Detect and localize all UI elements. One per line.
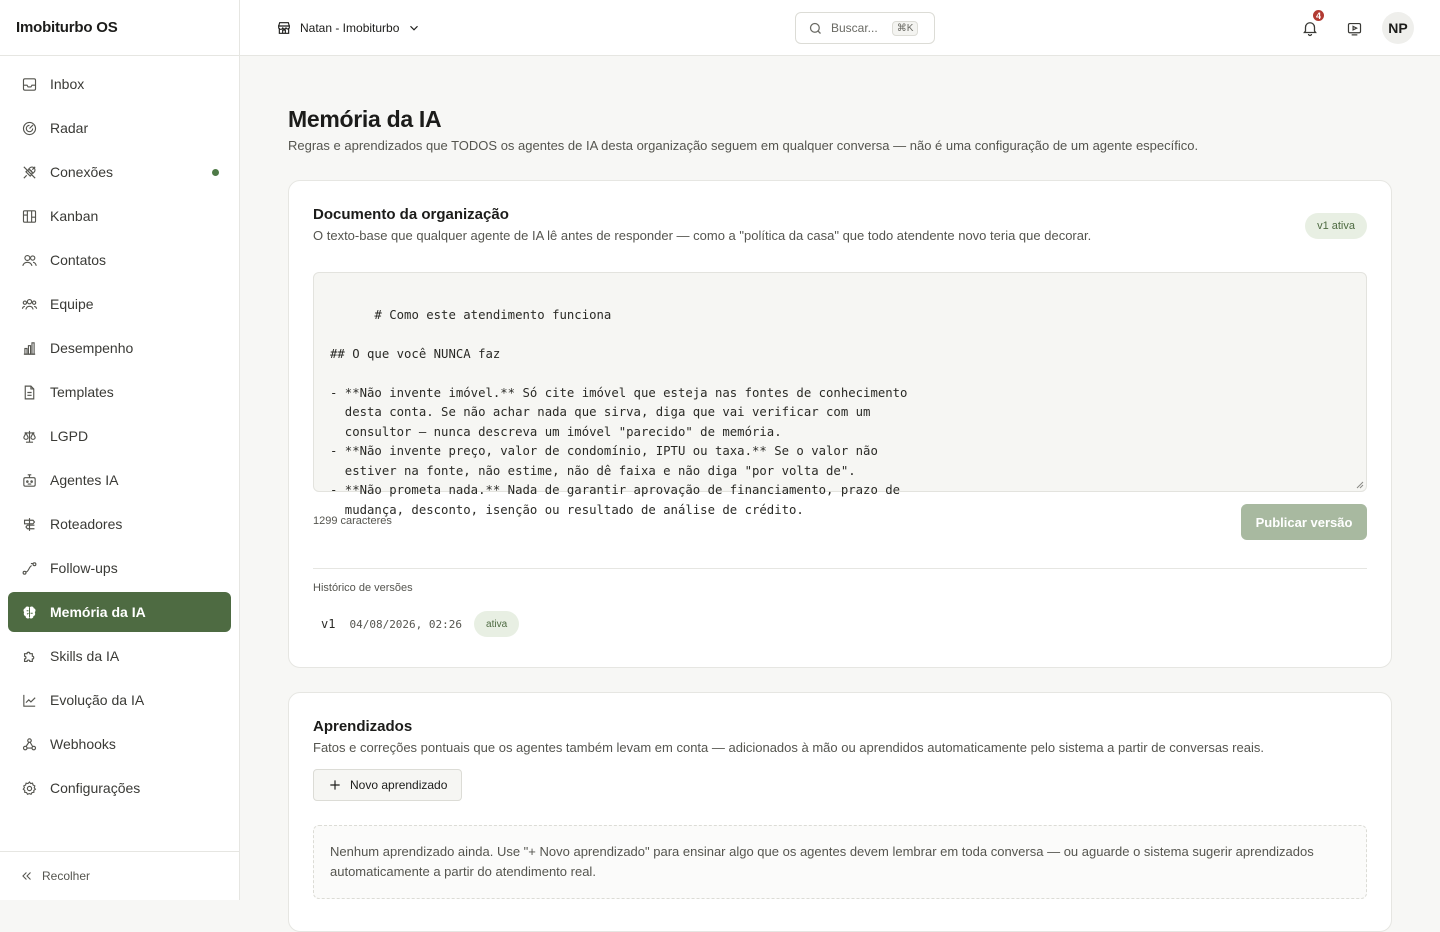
sidebar-item-label: Inbox bbox=[50, 76, 85, 92]
contacts-icon bbox=[20, 251, 38, 269]
sidebar-nav bbox=[0, 56, 239, 808]
sidebar-item-label: Webhooks bbox=[50, 736, 116, 752]
sidebar-item-label: Roteadores bbox=[50, 516, 123, 532]
sidebar-item-templates[interactable] bbox=[8, 372, 231, 412]
new-learning-button[interactable] bbox=[313, 769, 462, 801]
collapse-label: Recolher bbox=[42, 869, 91, 883]
gear-icon bbox=[20, 779, 38, 797]
sidebar-item-inbox[interactable] bbox=[8, 64, 231, 104]
new-learning-label: Novo aprendizado bbox=[350, 778, 448, 792]
sidebar-item-webhooks[interactable] bbox=[8, 724, 231, 764]
avatar[interactable]: NP bbox=[1382, 12, 1414, 44]
history-date: 04/08/2026, 02:26 bbox=[349, 617, 463, 631]
sidebar-item-conexoes[interactable] bbox=[8, 152, 231, 192]
sidebar-item-label: Contatos bbox=[50, 252, 107, 268]
org-doc-editor[interactable] bbox=[313, 272, 1367, 517]
search-input[interactable] bbox=[795, 12, 935, 44]
brain-icon bbox=[20, 603, 38, 621]
version-history-title: Histórico de versões bbox=[313, 582, 413, 594]
sidebar-item-label: Templates bbox=[50, 384, 114, 400]
org-document-card bbox=[288, 180, 1392, 668]
sidebar-item-label: Configurações bbox=[50, 780, 141, 796]
sidebar-item-label: Desempenho bbox=[50, 340, 134, 356]
sidebar-item-label: Conexões bbox=[50, 164, 114, 180]
sidebar-item-label: Memória da IA bbox=[50, 604, 146, 620]
page-subtitle: Regras e aprendizados que TODOS os agentes de IA desta organização seguem em qualquer conversa — não é uma configuração de um agente específico. bbox=[288, 138, 1199, 153]
sidebar-item-label: Kanban bbox=[50, 208, 99, 224]
org-doc-subtitle: O texto-base que qualquer agente de IA lê antes de responder — como a "política da casa" que todo atendente novo teria que decorar. bbox=[313, 228, 1092, 243]
inbox-icon bbox=[20, 75, 38, 93]
chevrons-left-icon bbox=[20, 869, 34, 883]
route-icon bbox=[20, 559, 38, 577]
search-placeholder: Buscar... bbox=[831, 21, 878, 35]
divider bbox=[313, 568, 1367, 569]
sidebar-item-memoria-da-ia[interactable] bbox=[8, 592, 231, 632]
notifications-button[interactable] bbox=[1296, 10, 1324, 42]
plug-icon bbox=[20, 163, 38, 181]
org-doc-title: Documento da organização bbox=[313, 206, 509, 223]
sidebar-item-desempenho[interactable] bbox=[8, 328, 231, 368]
topbar bbox=[240, 0, 1440, 56]
sidebar-item-skills-da-ia[interactable] bbox=[8, 636, 231, 676]
sidebar bbox=[0, 0, 240, 900]
webhook-icon bbox=[20, 735, 38, 753]
sidebar-item-label: Agentes IA bbox=[50, 472, 119, 488]
search-shortcut: ⌘K bbox=[892, 21, 919, 36]
search-icon bbox=[808, 21, 823, 36]
sidebar-item-equipe[interactable] bbox=[8, 284, 231, 324]
chevron-down-icon bbox=[407, 21, 421, 35]
sidebar-item-radar[interactable] bbox=[8, 108, 231, 148]
org-switcher[interactable] bbox=[276, 16, 421, 40]
page-title: Memória da IA bbox=[288, 106, 442, 132]
scale-icon bbox=[20, 427, 38, 445]
store-icon bbox=[276, 20, 292, 36]
file-text-icon bbox=[20, 383, 38, 401]
sidebar-item-label: Skills da IA bbox=[50, 648, 120, 664]
puzzle-icon bbox=[20, 647, 38, 665]
sidebar-item-label: Radar bbox=[50, 120, 89, 136]
sidebar-item-configuracoes[interactable] bbox=[8, 768, 231, 808]
sidebar-item-label: Evolução da IA bbox=[50, 692, 145, 708]
sidebar-item-evolucao-da-ia[interactable] bbox=[8, 680, 231, 720]
org-doc-content: # Como este atendimento funciona ## O que você NUNCA faz - **Não invente imóvel.** Só cite imóvel que esteja nas fontes de conhecimento desta conta. Se não achar nada que sirva, diga que vai verificar com um consultor — nunca descreva um imóvel "parecido" de memória. - **Não invente preço, valor de condomínio, IPTU ou taxa.** Se o valor não estiver na fonte, não estime, não dê faixa e não diga "por volta de". - **Não prometa nada.** Nada de garantir aprovação de financiamento, prazo de mudança, desconto, isenção ou resultado de análise de crédito. bbox=[330, 307, 908, 517]
org-name: Natan - Imobiturbo bbox=[300, 21, 400, 35]
bot-icon bbox=[20, 471, 38, 489]
sidebar-item-contatos[interactable] bbox=[8, 240, 231, 280]
sidebar-item-label: Equipe bbox=[50, 296, 94, 312]
sidebar-item-follow-ups[interactable] bbox=[8, 548, 231, 588]
learnings-title: Aprendizados bbox=[313, 718, 413, 735]
bar-chart-icon bbox=[20, 339, 38, 357]
main-content bbox=[240, 56, 1440, 900]
sidebar-item-lgpd[interactable] bbox=[8, 416, 231, 456]
sidebar-item-roteadores[interactable] bbox=[8, 504, 231, 544]
kanban-icon bbox=[20, 207, 38, 225]
learnings-card bbox=[288, 692, 1392, 932]
version-history-row[interactable] bbox=[313, 611, 519, 637]
team-icon bbox=[20, 295, 38, 313]
history-status-badge: ativa bbox=[474, 611, 519, 637]
history-version: v1 bbox=[321, 617, 336, 631]
video-button[interactable] bbox=[1340, 14, 1368, 42]
publish-version-button[interactable]: Publicar versão bbox=[1241, 504, 1367, 540]
version-badge: v1 ativa bbox=[1305, 213, 1367, 239]
resize-handle-icon[interactable] bbox=[1356, 481, 1364, 489]
sidebar-item-kanban[interactable] bbox=[8, 196, 231, 236]
learnings-subtitle: Fatos e correções pontuais que os agentes também levam em conta — adicionados à mão ou aprendidos automaticamente pelo sistema a partir de conversas reais. bbox=[313, 740, 1264, 755]
collapse-sidebar-button[interactable] bbox=[0, 851, 239, 900]
radar-icon bbox=[20, 119, 38, 137]
video-icon bbox=[1346, 20, 1363, 37]
learnings-empty-state: Nenhum aprendizado ainda. Use "+ Novo aprendizado" para ensinar algo que os agentes devem lembrar em toda conversa — ou aguarde o sistema sugerir aprendizados automaticamente a partir do atendimento real. bbox=[313, 825, 1367, 899]
signpost-icon bbox=[20, 515, 38, 533]
sidebar-item-label: Follow-ups bbox=[50, 560, 118, 576]
trend-icon bbox=[20, 691, 38, 709]
char-count: 1299 caracteres bbox=[313, 515, 392, 527]
sidebar-item-label: LGPD bbox=[50, 428, 89, 444]
plus-icon bbox=[328, 778, 342, 792]
sidebar-item-agentes-ia[interactable] bbox=[8, 460, 231, 500]
app-title: Imobiturbo OS bbox=[0, 0, 239, 56]
notification-badge: 4 bbox=[1311, 8, 1326, 23]
connection-status-dot bbox=[212, 169, 219, 176]
